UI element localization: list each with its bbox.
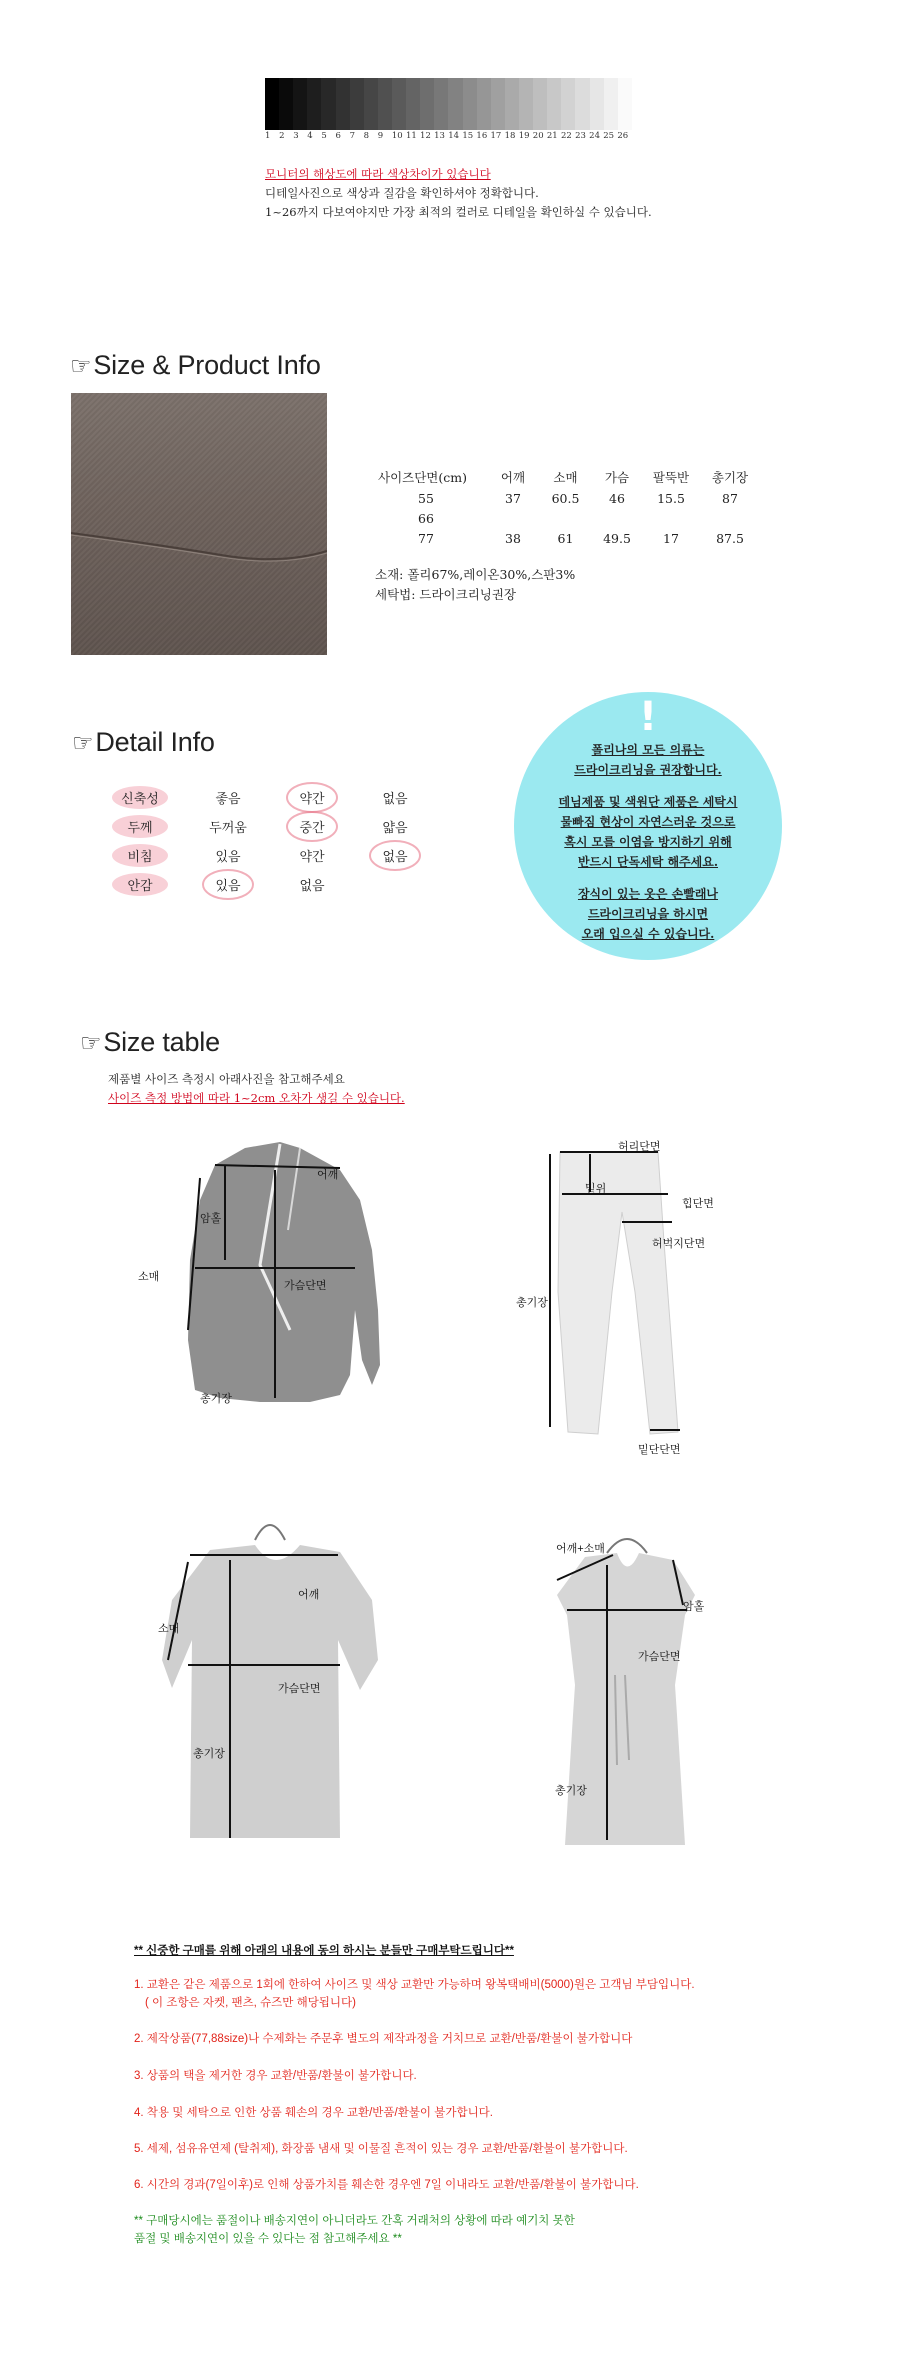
size-cell: 77	[418, 531, 434, 546]
policy-item: 2. 제작상품(77,88size)나 수제화는 주문후 별도의 제작과정을 거치므로 교환/반품/환불이 불가합니다	[134, 2033, 633, 2045]
detail-option: 두꺼움	[209, 821, 247, 836]
gray-number: 16	[476, 131, 488, 141]
gray-number: 13	[434, 131, 445, 141]
gray-number: 22	[560, 131, 572, 141]
care-line: 물빠짐 현상이 자연스러운 것으로	[560, 815, 736, 829]
pants-rise-label: 밑위	[585, 1183, 607, 1195]
detail-label-sheer: 비침	[100, 846, 180, 865]
gray-number: 4	[307, 131, 313, 141]
policy-item: ( 이 조항은 자켓, 팬츠, 슈즈만 해당됩니다)	[145, 1997, 356, 2009]
pointing-hand-icon: ☞	[80, 1029, 102, 1057]
jacket-shoulder-label: 어깨	[317, 1169, 339, 1181]
gray-number: 5	[321, 131, 327, 141]
gray-number: 18	[504, 131, 516, 141]
detail-info-title: ☞Detail Info	[72, 727, 215, 757]
policy-item: 4. 착용 및 세탁으로 인한 상품 훼손의 경우 교환/반품/환불이 불가합니다.	[134, 2107, 493, 2119]
gray-number: 8	[363, 131, 370, 141]
policy-item: 5. 세제, 섬유유연제 (탈취제), 화장품 냄새 및 이물질 흔적이 있는 경우 교환/반품/환불이 불가합니다.	[134, 2143, 628, 2155]
detail-option-selected: 있음	[188, 875, 268, 894]
size-header-cell: 어깨	[500, 470, 526, 485]
detail-option: 얇음	[382, 821, 408, 836]
size-table-note1: 제품별 사이즈 측정시 아래사진을 참고해주세요	[108, 1072, 345, 1086]
pants-thigh-label: 허벅지단면	[652, 1238, 706, 1250]
monitor-notice-line1: 모니터의 해상도에 따라 색상차이가 있습니다	[265, 167, 491, 181]
gray-number: 17	[490, 131, 502, 141]
tshirt-shoulder-label: 어깨	[298, 1589, 320, 1601]
detail-option-selected: 없음	[355, 846, 435, 865]
size-product-title: ☞Size & Product Info	[70, 350, 321, 380]
detail-option-selected: 약간	[272, 788, 352, 807]
size-cell: 55	[418, 491, 434, 506]
detail-option: 좋음	[215, 792, 241, 807]
gray-number: 14	[448, 131, 460, 141]
detail-info-grid	[100, 788, 460, 898]
gray-number: 21	[546, 131, 558, 141]
gray-number: 1	[265, 131, 271, 141]
size-cell: 49.5	[603, 531, 631, 546]
gray-number: 19	[518, 131, 530, 141]
gray-number: 3	[293, 131, 299, 141]
tshirt-chest-label: 가슴단면	[278, 1683, 321, 1695]
gray-number: 9	[377, 131, 384, 141]
care-line: 데님제품 및 색원단 제품은 세탁시	[558, 795, 738, 809]
size-header-cell: 사이즈단면(cm)	[378, 470, 467, 485]
policy-header: ** 신중한 구매를 위해 아래의 내용에 동의 하시는 분들만 구매부탁드립니다**	[134, 1945, 514, 1957]
monitor-notice-line2: 디테일사진으로 색상과 질감을 확인하셔야 정확합니다.	[265, 186, 539, 200]
size-cell: 60.5	[551, 491, 580, 506]
size-cell: 17	[663, 531, 679, 546]
size-header-cell: 총기장	[711, 470, 749, 485]
detail-label-thickness: 두께	[100, 817, 180, 836]
gray-number: 25	[603, 131, 615, 141]
size-cell: 66	[418, 511, 434, 526]
washing-text: 세탁법: 드라이크리닝권장	[375, 587, 517, 602]
care-line: 장식이 있는 옷은 손빨래나	[577, 887, 719, 901]
care-line: 혹시 모를 이염을 방지하기 위해	[564, 835, 732, 849]
gray-number: 7	[349, 131, 355, 141]
size-header-cell: 팔뚝반	[652, 470, 690, 485]
size-cell: 37	[505, 491, 521, 506]
gray-number: 23	[575, 131, 586, 141]
detail-option-selected: 중간	[272, 817, 352, 836]
size-cell: 61	[557, 531, 574, 546]
pants-hem-label: 밑단단면	[638, 1444, 681, 1456]
gray-number: 26	[617, 131, 629, 141]
exclamation-icon: !	[638, 694, 658, 740]
gray-number: 12	[420, 131, 431, 141]
jacket-sleeve-label: 소매	[138, 1271, 160, 1283]
gray-number: 20	[532, 131, 544, 141]
dress-armhole-label: 암홀	[683, 1601, 705, 1613]
tshirt-length-label: 총기장	[193, 1748, 225, 1760]
size-header-cell: 소매	[553, 470, 578, 485]
gray-number: 2	[279, 131, 285, 141]
pants-hip-label: 힙단면	[682, 1198, 714, 1210]
policy-item: 3. 상품의 택을 제거한 경우 교환/반품/환불이 불가합니다.	[134, 2070, 417, 2082]
detail-label-lining: 안감	[100, 875, 180, 894]
detail-option: 있음	[215, 850, 241, 865]
pointing-hand-icon: ☞	[72, 729, 94, 757]
pointing-hand-icon: ☞	[70, 352, 92, 380]
detail-option: 약간	[299, 850, 325, 865]
care-line: 드라이크리닝을 하시면	[587, 907, 709, 921]
care-line: 오래 입으실 수 있습니다.	[581, 927, 715, 941]
gray-number: 15	[462, 131, 474, 141]
gray-number: 24	[589, 131, 600, 141]
size-cell: 46	[609, 491, 625, 506]
policy-footer2: 품절 및 배송지연이 있을 수 있다는 점 참고해주세요 **	[134, 2233, 402, 2245]
policy-item: 6. 시간의 경과(7일이후)로 인해 상품가치를 훼손한 경우엔 7일 이내라도 교환/반품/환불이 불가합니다.	[134, 2179, 639, 2191]
detail-label-stretch: 신축성	[100, 788, 180, 807]
jacket-armhole-label: 암홀	[200, 1213, 222, 1225]
gray-number: 10	[391, 131, 403, 141]
size-cell: 87.5	[716, 531, 744, 546]
monitor-notice-line3: 1~26까지 다보여야지만 가장 최적의 컬러로 디테일을 확인하실 수 있습니다.	[265, 205, 652, 219]
gray-number: 11	[405, 131, 417, 141]
gray-number: 6	[335, 131, 341, 141]
policy-footer1: ** 구매당시에는 품절이나 배송지연이 아니더라도 간혹 거래처의 상황에 따라 예기치 못한	[134, 2215, 575, 2227]
size-table-title: ☞Size table	[80, 1027, 220, 1057]
dress-shoulder-sleeve-label: 어깨+소매	[556, 1543, 605, 1555]
pants-waist-label: 허리단면	[618, 1141, 661, 1153]
size-header-cell: 가슴	[604, 470, 630, 485]
jacket-length-label: 총기장	[200, 1393, 232, 1405]
size-table-note2: 사이즈 측정 방법에 따라 1~2cm 오차가 생길 수 있습니다.	[108, 1091, 405, 1105]
dress-chest-label: 가슴단면	[638, 1651, 681, 1663]
material-text: 소재: 폴리67%,레이온30%,스판3%	[375, 567, 576, 582]
jacket-chest-label: 가슴단면	[284, 1280, 327, 1292]
detail-option: 없음	[299, 879, 325, 894]
dress-length-label: 총기장	[555, 1785, 587, 1797]
size-cell: 15.5	[657, 491, 685, 506]
detail-option: 없음	[382, 792, 408, 807]
size-cell: 38	[505, 531, 521, 546]
care-line: 폴리나의 모든 의류는	[591, 743, 705, 757]
size-cell: 87	[722, 491, 738, 506]
care-line: 드라이크리닝을 권장합니다.	[574, 763, 722, 777]
policy-item: 1. 교환은 같은 제품으로 1회에 한하여 사이즈 및 색상 교환만 가능하며 왕복택배비(5000)원은 고객님 부담입니다.	[134, 1979, 695, 1991]
care-line: 반드시 단독세탁 해주세요.	[577, 855, 719, 869]
tshirt-sleeve-label: 소매	[158, 1623, 180, 1635]
pants-length-label: 총기장	[516, 1297, 548, 1309]
